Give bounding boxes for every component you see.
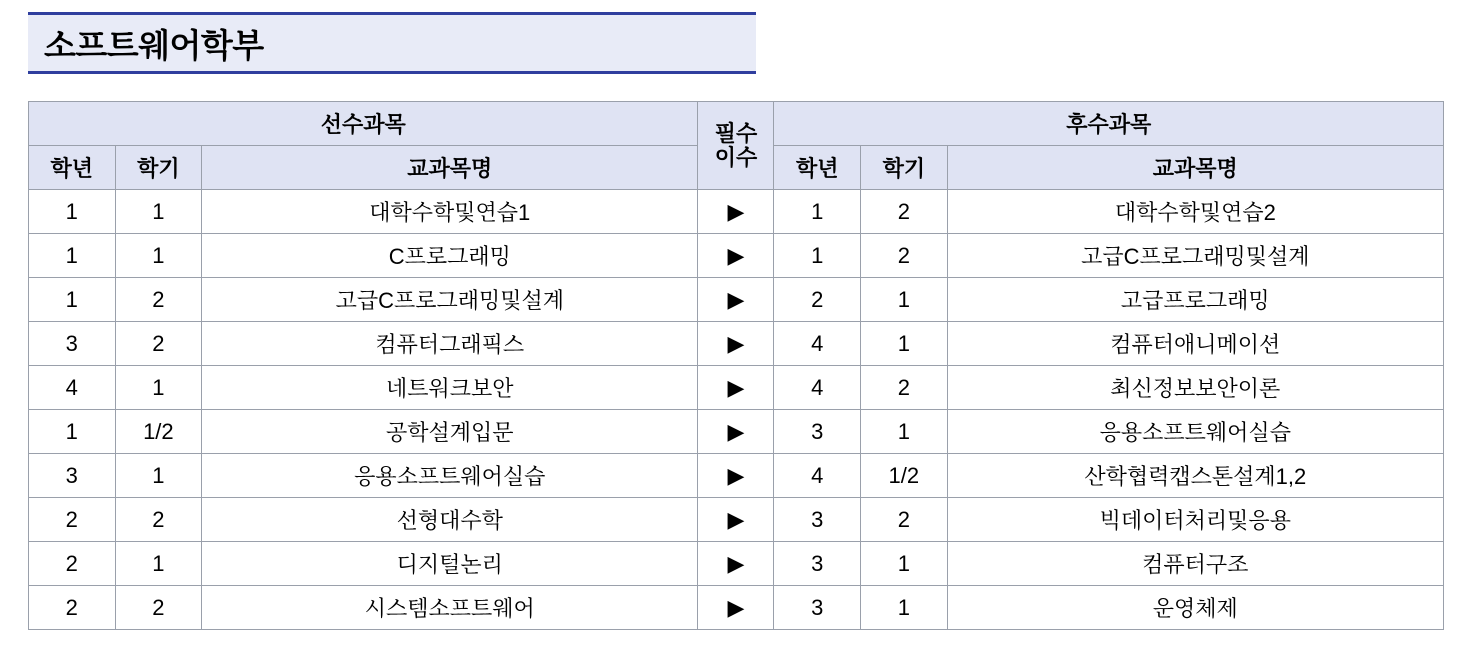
prereq-year-cell: 1: [29, 234, 116, 278]
postreq-year-cell: 3: [774, 542, 861, 586]
postreq-term-cell: 1: [861, 410, 948, 454]
arrow-icon: ▶: [698, 278, 774, 322]
table-row: [29, 410, 1444, 454]
prereq-year-cell: 3: [29, 454, 116, 498]
prereq-term-cell: 2: [115, 498, 202, 542]
postreq-term-cell: 1: [861, 322, 948, 366]
prereq-course-cell: 고급C프로그래밍및설계: [202, 278, 698, 322]
prereq-year-cell: 4: [29, 366, 116, 410]
table-header: [29, 102, 1444, 190]
prerequisite-table: [28, 101, 1444, 630]
postreq-course-cell: 고급C프로그래밍및설계: [947, 234, 1443, 278]
table-row: [29, 234, 1444, 278]
page-title: 소프트웨어학부: [44, 26, 264, 64]
prerequisite-table-container: [28, 101, 1444, 630]
prereq-course-cell: 네트워크보안: [202, 366, 698, 410]
prereq-term-cell: 2: [115, 586, 202, 630]
postreq-course-cell: 고급프로그래밍: [947, 278, 1443, 322]
prereq-course-cell: 공학설계입문: [202, 410, 698, 454]
postreq-year-cell: 1: [774, 190, 861, 234]
header-postreq-year: 학년: [774, 146, 861, 190]
postreq-course-cell: 컴퓨터애니메이션: [947, 322, 1443, 366]
postreq-year-cell: 1: [774, 234, 861, 278]
header-prereq-year: 학년: [29, 146, 116, 190]
prereq-term-cell: 1: [115, 234, 202, 278]
postreq-course-cell: 최신정보보안이론: [947, 366, 1443, 410]
postreq-year-cell: 4: [774, 454, 861, 498]
prereq-term-cell: 2: [115, 322, 202, 366]
arrow-icon: ▶: [698, 542, 774, 586]
postreq-year-cell: 4: [774, 366, 861, 410]
prereq-year-cell: 1: [29, 278, 116, 322]
table-row: [29, 586, 1444, 630]
prereq-term-cell: 1/2: [115, 410, 202, 454]
header-prereq-course: 교과목명: [202, 146, 698, 190]
arrow-icon: ▶: [698, 498, 774, 542]
header-postreq-course: 교과목명: [947, 146, 1443, 190]
postreq-year-cell: 2: [774, 278, 861, 322]
postreq-term-cell: 1/2: [861, 454, 948, 498]
postreq-course-cell: 응용소프트웨어실습: [947, 410, 1443, 454]
prereq-term-cell: 1: [115, 366, 202, 410]
postreq-term-cell: 1: [861, 542, 948, 586]
header-required-line1: 필수: [714, 121, 758, 147]
table-row: [29, 542, 1444, 586]
prereq-course-cell: 응용소프트웨어실습: [202, 454, 698, 498]
postreq-term-cell: 2: [861, 190, 948, 234]
postreq-course-cell: 운영체제: [947, 586, 1443, 630]
header-prereq-term: 학기: [115, 146, 202, 190]
prereq-year-cell: 1: [29, 190, 116, 234]
prereq-year-cell: 2: [29, 586, 116, 630]
table-body: [29, 190, 1444, 630]
prereq-course-cell: 시스템소프트웨어: [202, 586, 698, 630]
postreq-term-cell: 2: [861, 234, 948, 278]
arrow-icon: ▶: [698, 586, 774, 630]
postreq-course-cell: 컴퓨터구조: [947, 542, 1443, 586]
postreq-year-cell: 3: [774, 498, 861, 542]
arrow-icon: ▶: [698, 410, 774, 454]
postreq-year-cell: 3: [774, 410, 861, 454]
postreq-year-cell: 4: [774, 322, 861, 366]
header-prereq-group: 선수과목: [29, 102, 698, 146]
prereq-year-cell: 1: [29, 410, 116, 454]
prereq-course-cell: 대학수학및연습1: [202, 190, 698, 234]
prereq-term-cell: 1: [115, 190, 202, 234]
prereq-course-cell: 컴퓨터그래픽스: [202, 322, 698, 366]
arrow-icon: ▶: [698, 190, 774, 234]
arrow-icon: ▶: [698, 322, 774, 366]
prereq-year-cell: 2: [29, 542, 116, 586]
prereq-course-cell: 디지털논리: [202, 542, 698, 586]
prereq-year-cell: 3: [29, 322, 116, 366]
table-header-group-row: [29, 102, 1444, 146]
postreq-term-cell: 1: [861, 586, 948, 630]
arrow-icon: ▶: [698, 366, 774, 410]
postreq-course-cell: 대학수학및연습2: [947, 190, 1443, 234]
table-row: [29, 366, 1444, 410]
prereq-year-cell: 2: [29, 498, 116, 542]
postreq-term-cell: 2: [861, 366, 948, 410]
postreq-term-cell: 1: [861, 278, 948, 322]
header-postreq-term: 학기: [861, 146, 948, 190]
prereq-term-cell: 2: [115, 278, 202, 322]
header-required-line2: 이수: [714, 144, 758, 170]
header-postreq-group: 후수과목: [774, 102, 1444, 146]
postreq-year-cell: 3: [774, 586, 861, 630]
page-title-bar: [28, 12, 756, 74]
postreq-course-cell: 산학협력캡스톤설계1,2: [947, 454, 1443, 498]
prereq-term-cell: 1: [115, 454, 202, 498]
postreq-course-cell: 빅데이터처리및응용: [947, 498, 1443, 542]
prereq-course-cell: 선형대수학: [202, 498, 698, 542]
table-row: [29, 322, 1444, 366]
table-row: [29, 498, 1444, 542]
header-required-completion: [698, 102, 774, 190]
table-row: [29, 454, 1444, 498]
arrow-icon: ▶: [698, 454, 774, 498]
arrow-icon: ▶: [698, 234, 774, 278]
prereq-term-cell: 1: [115, 542, 202, 586]
table-row: [29, 278, 1444, 322]
postreq-term-cell: 2: [861, 498, 948, 542]
table-row: [29, 190, 1444, 234]
prereq-course-cell: C프로그래밍: [202, 234, 698, 278]
